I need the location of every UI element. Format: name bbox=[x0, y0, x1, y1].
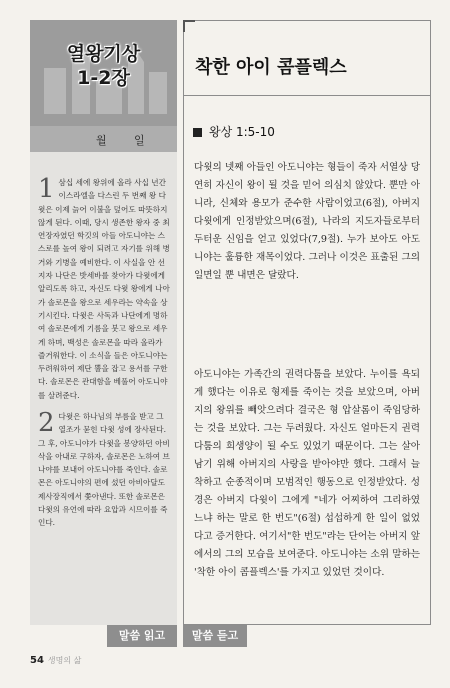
paragraph-number: 1 bbox=[38, 174, 55, 204]
left-sidebar bbox=[30, 20, 177, 625]
tab-read-word: 말씀 읽고 bbox=[107, 625, 177, 647]
tab-hear-word: 말씀 듣고 bbox=[183, 625, 247, 647]
body-paragraph-2: 아도니야는 가족간의 권력다툼을 보았다. 누이를 욕되게 했다는 이유로 형제를 죽이는 것을 보았으며, 아버지의 왕위를 빼앗으려다 결국은 형 압살롬이 죽임당하는 것을 보았다. 그는 두려웠다. 자신도 얼마든지 권력다툼의 희생양이 될 수도 있었기 때문이다. 그는 살아남기 위해 아버지의 사랑을 받아야만 했다. 그래서 늘 착하고 순종적이며 모범적인 행동으로 인정받았다. 성경은 아버지 다윗이 그에게 "네가 어찌하여 그리하였느냐 하는 말로 한 번도"(6절) 섭섭하게 한 일이 없었다고 증거한다. 여기서"한 번도"라는 단어는 아버지 앞에서의 그의 모습을 보여준다. 아도니야는 소위 말하는 '착한 아이 콤플렉스'를 가지고 있었던 것이다. bbox=[194, 369, 420, 578]
summary-text: 다윗은 하나님의 부름을 받고 그 열조가 묻힌 다윗 성에 장사된다. 그 후, 아도니야가 다윗을 봉양하던 아비삭을 아내로 구하자, 솔로몬은 노하여 브나야를 보내어 아도니야를 죽인다. 솔로몬은 아도니야의 편에 섰던 아비아달도 제사장직에서 쫓아낸다. 또한 솔로몬은 다윗의 유언에 따라 요압과 시므이를 죽인다. bbox=[38, 412, 170, 528]
day-label: 일 bbox=[134, 134, 145, 147]
scripture-reference bbox=[193, 123, 275, 140]
chapter-title bbox=[30, 42, 177, 90]
summary-text: 삼십 세에 왕위에 올라 사십 년간 이스라엘을 다스린 두 번째 왕 다윗은 이제 늙어 이불을 덮어도 따뜻하지 않게 된다. 이때, 당시 생존한 왕자 중 최연장자였던 학깃의 아들 아도니야는 스스로를 높여 왕이 되려고 자기를 위해 병거와 기병을 예비한다. 이 사실을 안 선지자 나단은 밧세바를 찾아가 다윗에게 알리도록 하고, 자신도 다윗 왕에게 나아가 솔로몬을 왕으로 세우라는 약속을 상기시킨다. 다윗은 사독과 나단에게 명하여 솔로몬에게 기름을 붓고 왕으로 세우게 하며, 백성은 솔로몬을 따라 올라가 즐거워한다. 이 소식을 들은 아도니야는 두려워하여 제단 뿔을 잡고 용서를 구한다. 솔로몬은 관대함을 베풀어 아도니야를 살려준다. bbox=[38, 178, 170, 400]
paragraph-number: 2 bbox=[38, 408, 55, 438]
square-bullet-icon bbox=[193, 128, 202, 137]
date-bar bbox=[30, 126, 177, 152]
page-footer bbox=[30, 655, 81, 666]
magazine-name: 생명의 삶 bbox=[47, 656, 82, 665]
article-title: 착한 아이 콤플렉스 bbox=[195, 57, 347, 78]
passage-text: 왕상 1:5-10 bbox=[209, 125, 275, 139]
summary-paragraph-1 bbox=[38, 176, 170, 402]
main-column bbox=[183, 20, 431, 642]
body-paragraph-1: 다윗의 넷째 아들인 아도니야는 형들이 죽자 서열상 당연히 자신이 왕이 될 것을 믿어 의심치 않았다. 뿐만 아니라, 신체와 용모가 준수한 사람이었고(6절), 아버지 다윗에게 인정받았으며(6절), 나라의 지도자들로부터 두터운 신임을 얻고 있었다(7,9절). 누가 보아도 아도니야는 훌륭한 재목이었다. 그러나 이것은 표출된 그의 일면일 뿐 내면은 달랐다. bbox=[194, 162, 420, 281]
month-label: 월 bbox=[96, 134, 107, 147]
chapter-title-box bbox=[30, 20, 177, 126]
page-number: 54 bbox=[30, 655, 44, 666]
title-divider bbox=[183, 95, 431, 96]
summary-paragraph-2 bbox=[38, 410, 170, 530]
chapter-range: 1-2장 bbox=[77, 67, 130, 89]
chapter-book: 열왕기상 bbox=[66, 43, 141, 65]
